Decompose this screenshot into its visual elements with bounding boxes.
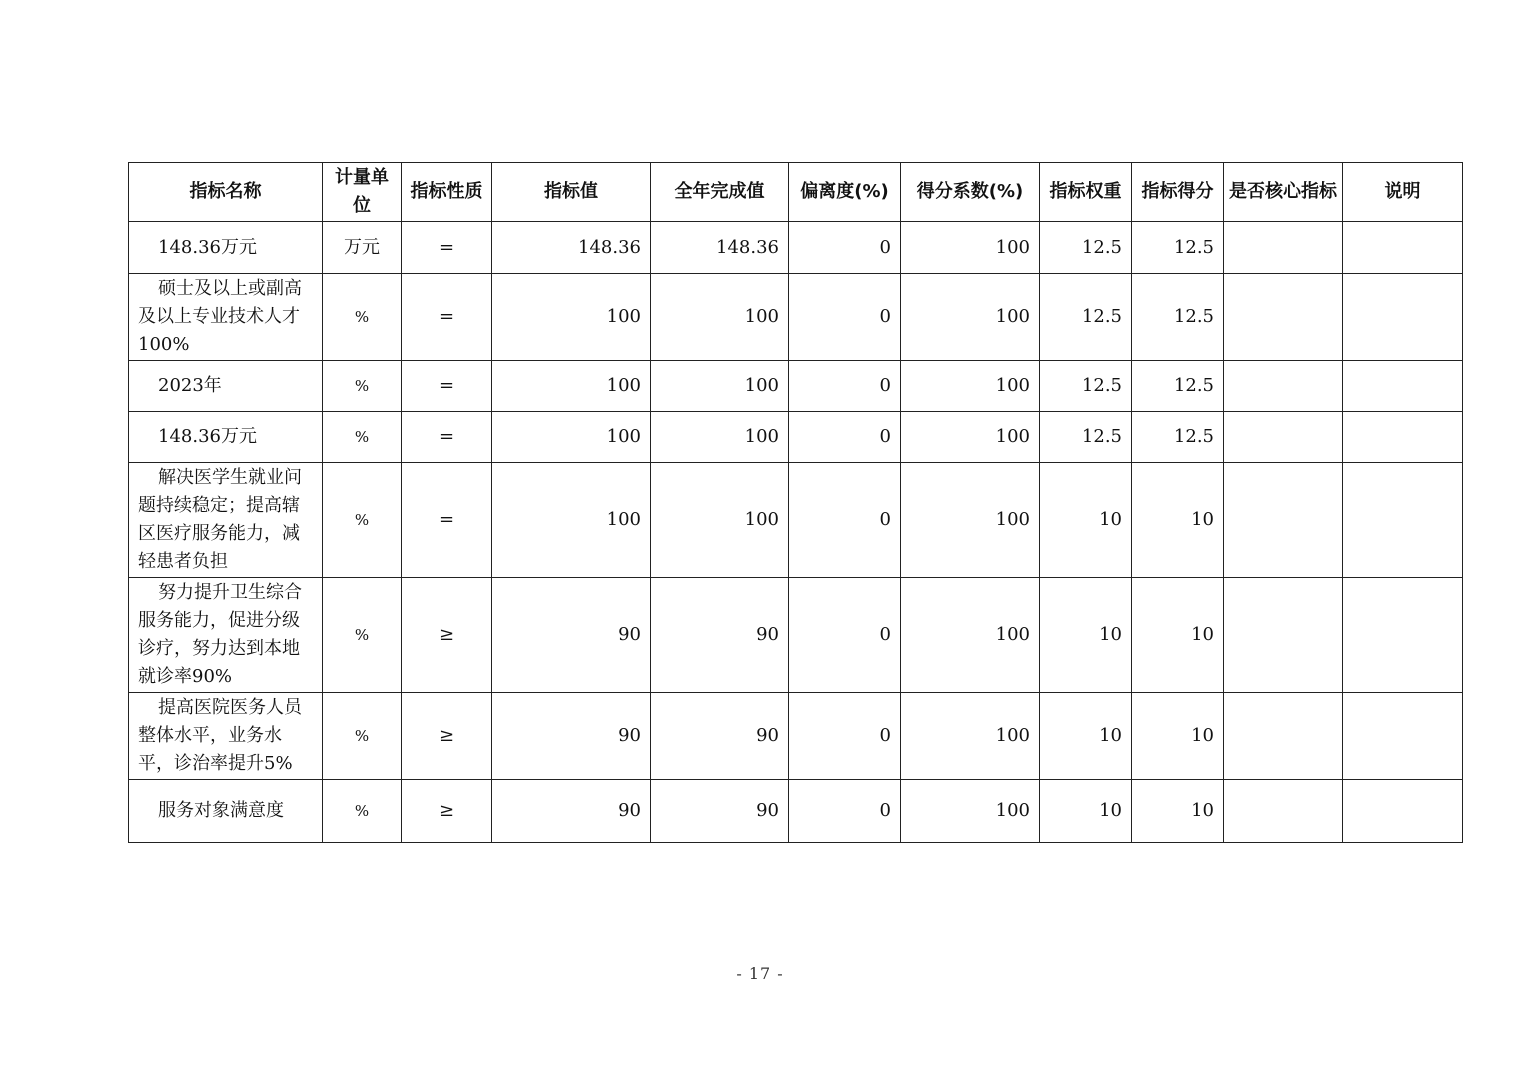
note-cell [1343,693,1463,780]
note-cell [1343,222,1463,274]
nature-cell: ≥ [402,578,492,693]
note-cell [1343,361,1463,412]
deviation-cell: 0 [789,693,901,780]
core-indicator-cell [1224,578,1343,693]
table-row [129,578,1463,693]
note-cell [1343,578,1463,693]
core-indicator-cell [1224,361,1343,412]
core-indicator-cell [1224,463,1343,578]
weight-cell: 10 [1040,780,1132,843]
unit-cell: % [323,412,402,463]
header-core-indicator: 是否核心指标 [1224,163,1343,222]
core-indicator-cell [1224,693,1343,780]
score-cell: 10 [1132,578,1224,693]
weight-cell: 10 [1040,578,1132,693]
indicator-name-cell: 提高医院医务人员整体水平，业务水平，诊治率提升5% [129,693,323,780]
score-cell: 12.5 [1132,361,1224,412]
note-cell [1343,780,1463,843]
indicator-value-cell: 90 [492,693,651,780]
header-indicator-value: 指标值 [492,163,651,222]
core-indicator-cell [1224,412,1343,463]
indicator-name-cell: 148.36万元 [129,412,323,463]
score-cell: 10 [1132,693,1224,780]
coefficient-cell: 100 [901,463,1040,578]
nature-cell: = [402,222,492,274]
indicator-name-cell: 148.36万元 [129,222,323,274]
indicator-name-cell: 服务对象满意度 [129,780,323,843]
unit-cell: % [323,274,402,361]
indicator-value-cell: 90 [492,780,651,843]
score-cell: 12.5 [1132,412,1224,463]
header-weight: 指标权重 [1040,163,1132,222]
header-indicator-name: 指标名称 [129,163,323,222]
nature-cell: ≥ [402,780,492,843]
unit-cell: % [323,780,402,843]
nature-cell: = [402,463,492,578]
header-score: 指标得分 [1132,163,1224,222]
unit-cell: % [323,578,402,693]
nature-cell: = [402,361,492,412]
weight-cell: 12.5 [1040,412,1132,463]
indicator-value-cell: 100 [492,274,651,361]
score-cell: 12.5 [1132,274,1224,361]
indicator-value-cell: 90 [492,578,651,693]
indicator-value-cell: 100 [492,361,651,412]
header-unit: 计量单位 [323,163,402,222]
completed-value-cell: 148.36 [651,222,789,274]
unit-cell: % [323,463,402,578]
deviation-cell: 0 [789,274,901,361]
deviation-cell: 0 [789,361,901,412]
deviation-cell: 0 [789,578,901,693]
table-row [129,412,1463,463]
header-deviation: 偏离度(%) [789,163,901,222]
table-row [129,361,1463,412]
header-nature: 指标性质 [402,163,492,222]
table-row [129,780,1463,843]
weight-cell: 12.5 [1040,274,1132,361]
weight-cell: 12.5 [1040,361,1132,412]
completed-value-cell: 100 [651,361,789,412]
coefficient-cell: 100 [901,412,1040,463]
weight-cell: 10 [1040,693,1132,780]
indicator-name-cell: 2023年 [129,361,323,412]
completed-value-cell: 90 [651,693,789,780]
nature-cell: ≥ [402,693,492,780]
coefficient-cell: 100 [901,361,1040,412]
note-cell [1343,463,1463,578]
table-row [129,222,1463,274]
coefficient-cell: 100 [901,693,1040,780]
score-cell: 12.5 [1132,222,1224,274]
performance-indicator-table [128,162,1463,843]
note-cell [1343,412,1463,463]
nature-cell: = [402,274,492,361]
nature-cell: = [402,412,492,463]
indicator-value-cell: 100 [492,412,651,463]
table-row [129,274,1463,361]
unit-cell: % [323,361,402,412]
note-cell [1343,274,1463,361]
unit-cell: 万元 [323,222,402,274]
coefficient-cell: 100 [901,578,1040,693]
core-indicator-cell [1224,780,1343,843]
page-number: - 17 - [736,964,784,983]
core-indicator-cell [1224,222,1343,274]
indicator-name-cell: 努力提升卫生综合服务能力，促进分级诊疗，努力达到本地就诊率90% [129,578,323,693]
table-row [129,463,1463,578]
score-cell: 10 [1132,463,1224,578]
table-header-row [129,163,1463,222]
header-note: 说明 [1343,163,1463,222]
completed-value-cell: 100 [651,412,789,463]
header-annual-completed: 全年完成值 [651,163,789,222]
indicator-name-cell: 硕士及以上或副高及以上专业技术人才100% [129,274,323,361]
indicator-value-cell: 148.36 [492,222,651,274]
coefficient-cell: 100 [901,780,1040,843]
completed-value-cell: 100 [651,463,789,578]
core-indicator-cell [1224,274,1343,361]
completed-value-cell: 100 [651,274,789,361]
weight-cell: 12.5 [1040,222,1132,274]
score-cell: 10 [1132,780,1224,843]
deviation-cell: 0 [789,463,901,578]
deviation-cell: 0 [789,222,901,274]
header-score-coefficient: 得分系数(%) [901,163,1040,222]
deviation-cell: 0 [789,412,901,463]
unit-cell: % [323,693,402,780]
coefficient-cell: 100 [901,274,1040,361]
weight-cell: 10 [1040,463,1132,578]
completed-value-cell: 90 [651,780,789,843]
indicator-value-cell: 100 [492,463,651,578]
table-row [129,693,1463,780]
coefficient-cell: 100 [901,222,1040,274]
indicator-name-cell: 解决医学生就业问题持续稳定；提高辖区医疗服务能力，减轻患者负担 [129,463,323,578]
completed-value-cell: 90 [651,578,789,693]
deviation-cell: 0 [789,780,901,843]
